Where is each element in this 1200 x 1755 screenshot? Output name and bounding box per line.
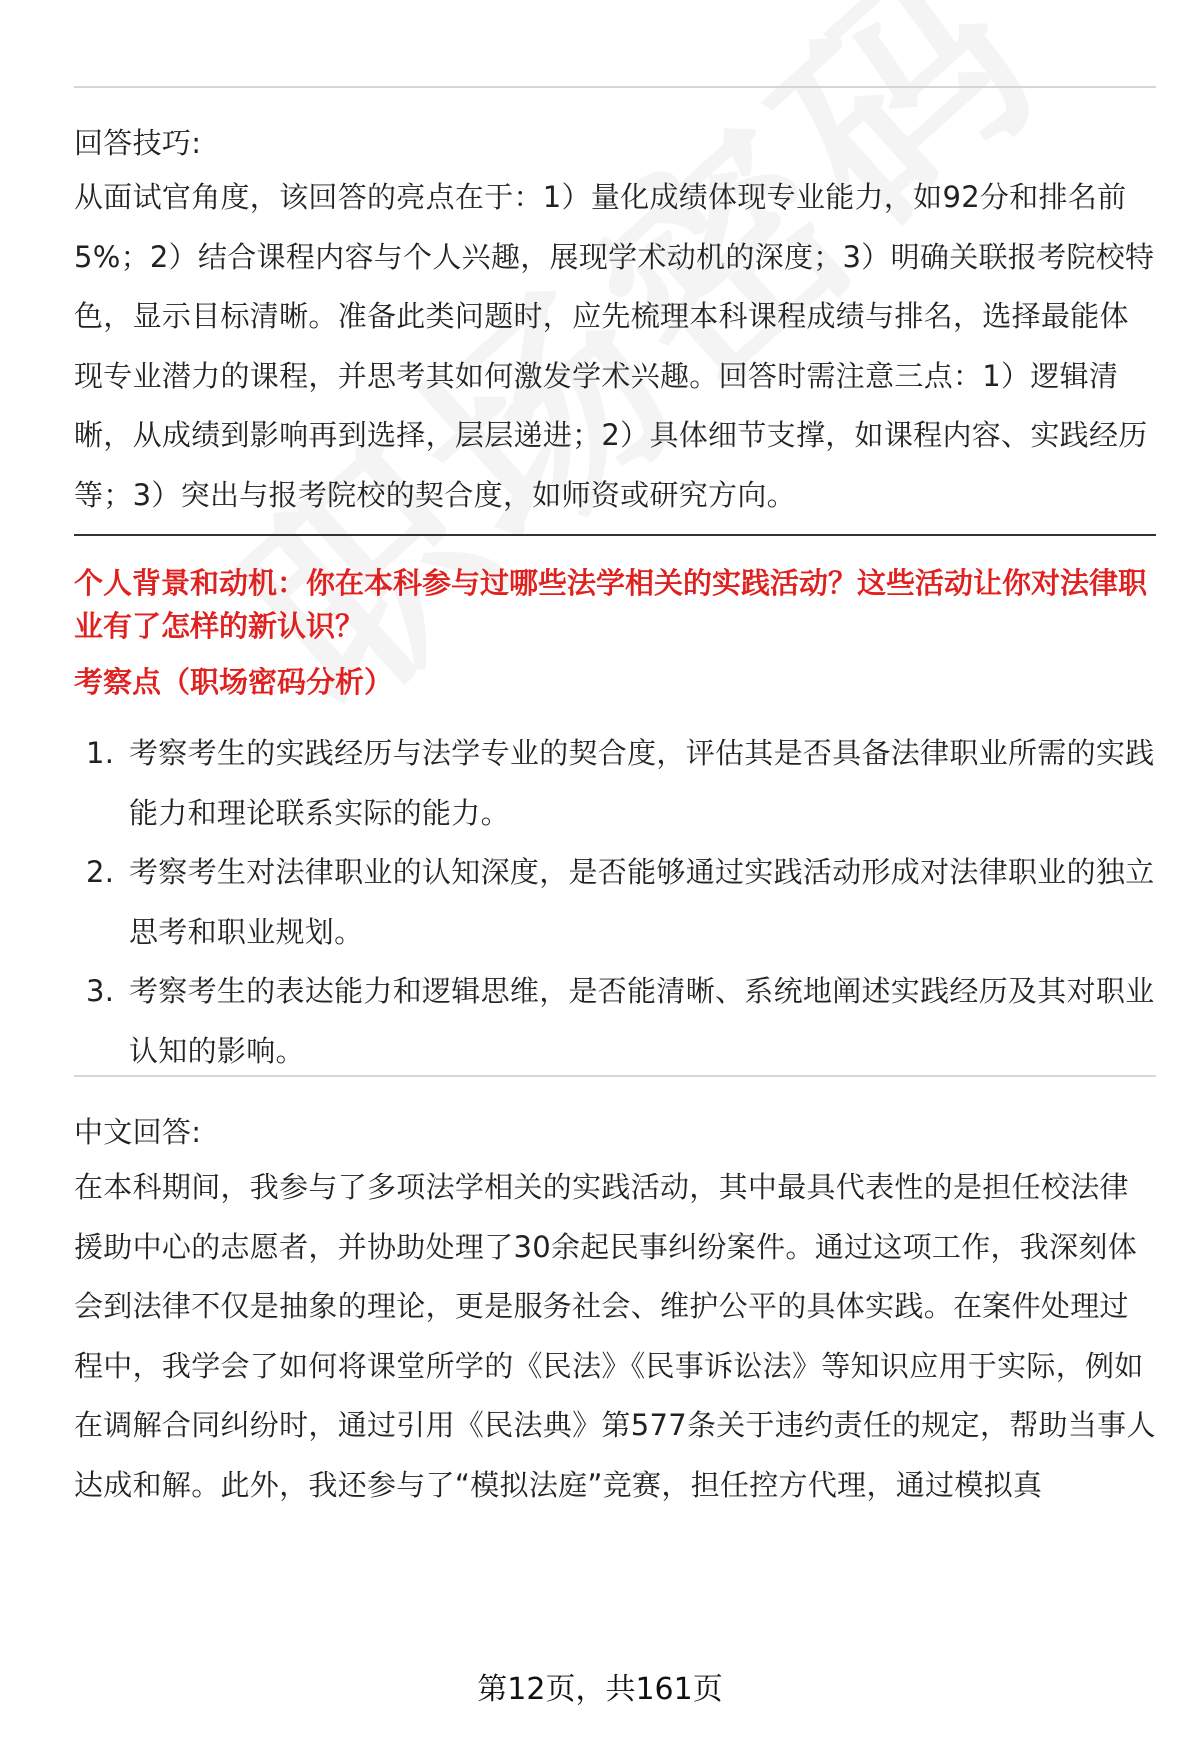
assessment-heading: 考察点（职场密码分析）	[74, 665, 394, 699]
list-item-text: 考察考生的表达能力和逻辑思维，是否能清晰、系统地阐述实践经历及其对职业认知的影响。	[129, 974, 1155, 1068]
page-number: 第12页，共161页	[477, 1672, 723, 1707]
list-item-number: 3.	[86, 974, 115, 1008]
list-item-text: 考察考生对法律职业的认知深度，是否能够通过实践活动形成对法律职业的独立思考和职业规划。	[129, 855, 1155, 949]
list-item	[74, 843, 1156, 962]
divider-top	[74, 86, 1156, 88]
divider-answer	[74, 1075, 1156, 1077]
answer-paragraph: 在本科期间，我参与了多项法学相关的实践活动，其中最具代表性的是担任校法律援助中心的志愿者，并协助处理了30余起民事纠纷案件。通过这项工作，我深刻体会到法律不仅是抽象的理论，更是服务社会、维护公平的具体实践。在案件处理过程中，我学会了如何将课堂所学的《民法》《民事诉讼法》等知识应用于实际，例如在调解合同纠纷时，通过引用《民法典》第577条关于违约责任的规定，帮助当事人达成和解。此外，我还参与了“模拟法庭”竞赛，担任控方代理，通过模拟真	[74, 1170, 1156, 1502]
list-item-text: 考察考生的实践经历与法学专业的契合度，评估其是否具备法律职业所需的实践能力和理论联系实际的能力。	[129, 736, 1155, 830]
section-label-tips: 回答技巧:	[74, 126, 202, 160]
list-item	[74, 724, 1156, 843]
section-label-answer: 中文回答:	[74, 1115, 202, 1149]
assessment-list	[74, 724, 1156, 1081]
divider-question	[74, 534, 1156, 536]
list-item-number: 2.	[86, 855, 115, 889]
tips-paragraph: 从面试官角度，该回答的亮点在于：1）量化成绩体现专业能力，如92分和排名前5%；2）结合课程内容与个人兴趣，展现学术动机的深度；3）明确关联报考院校特色，显示目标清晰。准备此类问题时，应先梳理本科课程成绩与排名，选择最能体现专业潜力的课程，并思考其如何激发学术兴趣。回答时需注意三点：1）逻辑清晰，从成绩到影响再到选择，层层递进；2）具体细节支撑，如课程内容、实践经历等；3）突出与报考院校的契合度，如师资或研究方向。	[74, 180, 1155, 512]
question-heading: 个人背景和动机：你在本科参与过哪些法学相关的实践活动？这些活动让你对法律职业有了怎样的新认识？	[74, 566, 1148, 643]
list-item-number: 1.	[86, 736, 115, 770]
list-item	[74, 962, 1156, 1081]
